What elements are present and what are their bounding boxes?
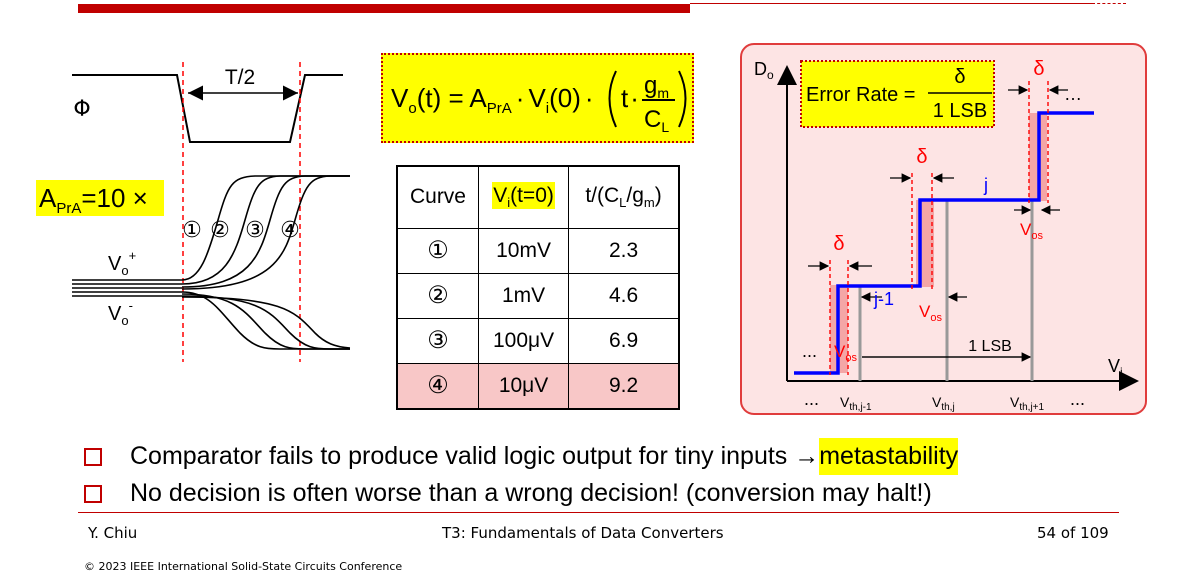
delta-label-2: δ	[916, 146, 928, 168]
header-time: $t/(C_L/g_m)$	[569, 166, 679, 228]
bullet-highlight: metastability	[819, 438, 958, 475]
row-vi: 1mV	[478, 273, 568, 318]
row-vi: 10mV	[478, 228, 568, 273]
ellipsis-bottom-right: ...	[1070, 389, 1086, 409]
svg-text:CL: $C_L$	[644, 106, 670, 135]
vo-plus-label: $V_o^+$	[108, 248, 137, 278]
title-bar	[78, 4, 690, 13]
vth-label-jm1: $V_{th,j-1}$	[840, 394, 872, 413]
bullet-box-icon	[84, 448, 102, 466]
vos-label-3: $V_{os}$	[1020, 220, 1043, 242]
curve-marker-2: ②	[210, 218, 230, 243]
header-vi: $V_i(t=0)$	[478, 166, 568, 228]
title-line	[690, 3, 1092, 4]
ellipsis-left: ...	[802, 341, 818, 361]
code-label-jm1: j-1	[873, 289, 895, 309]
error-rate-label: Error Rate =	[806, 84, 916, 106]
curve-marker-4: ④	[280, 218, 300, 243]
footer-author: Y. Chiu	[88, 524, 138, 542]
x-axis-label: $V_i$	[1108, 356, 1123, 379]
table-row	[397, 228, 679, 273]
header-curve: Curve	[397, 166, 478, 228]
formula-graphic	[383, 55, 692, 141]
row-vi: 100μV	[478, 318, 568, 363]
bullet-list	[84, 438, 958, 512]
delta-label-3: δ	[1033, 58, 1045, 80]
footer-page: 54 of 109	[1037, 524, 1109, 542]
transfer-characteristic	[742, 45, 1145, 413]
row-curve: ④	[397, 363, 478, 409]
curve-marker-1: ①	[182, 218, 202, 243]
error-rate-denominator: 1 LSB	[932, 100, 988, 122]
row-vi: 10μV	[478, 363, 568, 409]
table-header-row	[397, 166, 679, 228]
vth-label-j: $V_{th,j}$	[932, 394, 955, 413]
table-row	[397, 273, 679, 318]
row-time: 6.9	[569, 318, 679, 363]
lsb-label: 1 LSB	[968, 338, 1012, 355]
phi-waveform	[72, 75, 343, 142]
footer-title: T3: Fundamentals of Data Converters	[442, 524, 724, 542]
row-curve: ③	[397, 318, 478, 363]
half-period-label: T/2	[224, 66, 256, 89]
bullet-item	[84, 475, 958, 512]
output-voltage-formula	[381, 53, 694, 143]
table-row	[397, 318, 679, 363]
delta-label-1: δ	[833, 233, 845, 255]
vo-minus-label: $V_o^-$	[108, 298, 133, 328]
vos-label-2: $V_{os}$	[919, 302, 942, 324]
vth-label-jp1: $V_{th,j+1}$	[1010, 394, 1045, 413]
bullet-item	[84, 438, 958, 475]
phi-label: Φ	[73, 97, 91, 122]
row-time: 9.2	[569, 363, 679, 409]
footer-divider	[78, 512, 1119, 513]
svg-text:t·: t·	[621, 83, 639, 113]
bullet-text: Comparator fails to produce valid logic output for tiny inputs →	[130, 442, 820, 470]
curve-marker-3: ③	[245, 218, 265, 243]
row-curve: ①	[397, 228, 478, 273]
vos-label-1: $V_{os}$	[834, 342, 857, 364]
gain-label: $A_{PrA}=10$ ×	[36, 180, 164, 216]
svg-text:gm: $g_m$	[644, 72, 670, 101]
title-dash	[1092, 3, 1126, 4]
ellipsis-top: …	[1064, 84, 1082, 104]
error-rate-numerator: δ	[954, 66, 966, 88]
footer-copyright: © 2023 IEEE International Solid-State Circuits Conference	[84, 560, 403, 573]
table-row-highlighted	[397, 363, 679, 409]
bullet-box-icon	[84, 485, 102, 503]
ellipsis-bottom-left: ...	[804, 389, 820, 409]
transfer-panel	[740, 43, 1147, 415]
code-label-j: j	[984, 175, 988, 195]
row-curve: ②	[397, 273, 478, 318]
y-axis-label: $D_o$	[754, 59, 774, 82]
curve-table	[396, 165, 680, 410]
row-time: 2.3	[569, 228, 679, 273]
svg-text:Vo(t) = APrA·Vi(0)·: $V_o(t) = A_{PrA} \cdot V_i(0)$ ·	[391, 83, 594, 117]
row-time: 4.6	[569, 273, 679, 318]
bullet-text: No decision is often worse than a wrong decision! (conversion may halt!)	[130, 479, 932, 507]
